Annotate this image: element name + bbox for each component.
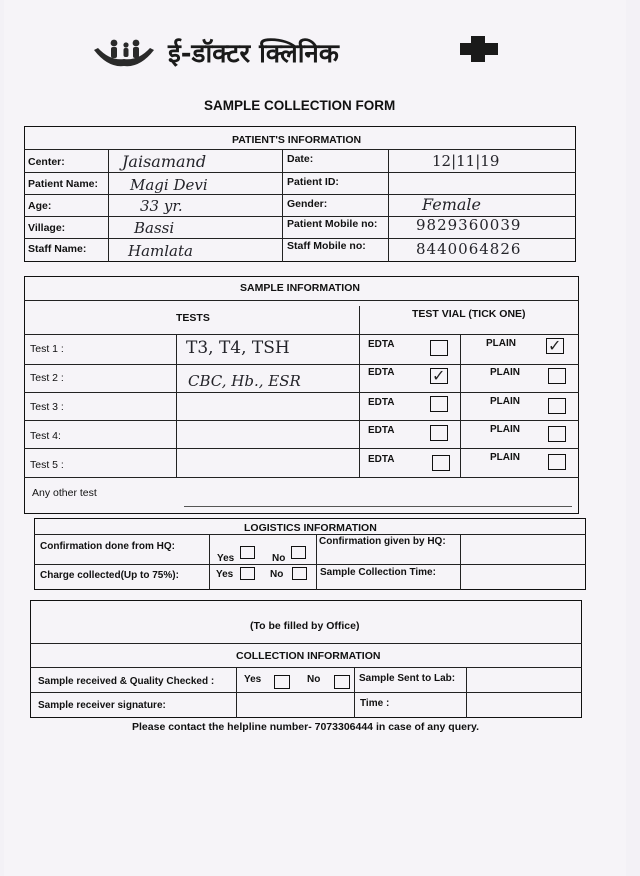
test-4-edta-label: EDTA [368,425,395,436]
confirmation-hq-label: Confirmation done from HQ: [40,541,175,552]
charge-collected-label: Charge collected(Up to 75%): [40,570,179,581]
sample-section-title: SAMPLE INFORMATION [240,282,360,294]
confirmation-yes-checkbox[interactable] [240,546,255,559]
checkmark-icon: ✓ [548,336,562,355]
form-page [4,0,626,876]
patient-id-label: Patient ID: [287,176,339,188]
date-label: Date: [287,153,314,165]
test-2-label: Test 2 : [30,372,64,384]
charge-yes-label: Yes [216,569,234,580]
charge-yes-checkbox[interactable] [240,567,255,580]
test-3-edta-checkbox[interactable] [430,396,448,412]
test-5-edta-label: EDTA [368,454,395,465]
hands-family-logo-icon [90,34,158,70]
gender-value: Female [422,195,481,214]
center-label: Center: [28,156,65,168]
test-1-value: T3, T4, TSH [186,338,290,358]
tests-header: TESTS [176,312,210,324]
collection-section-title: COLLECTION INFORMATION [236,650,381,662]
test-1-edta-label: EDTA [368,339,395,350]
time-label: Time : [360,698,390,709]
patient-name-value: Magi Devi [130,176,208,194]
receiver-signature-label: Sample receiver signature: [38,700,166,711]
center-value: Jaisamand [122,152,207,171]
medical-cross-icon [456,36,502,62]
office-note: (To be filled by Office) [250,620,360,632]
test-5-plain-checkbox[interactable] [548,454,566,470]
test-5-edta-checkbox[interactable] [432,455,450,471]
test-3-plain-label: PLAIN [490,396,520,407]
confirmation-no-label: No [272,553,286,564]
test-4-edta-checkbox[interactable] [430,425,448,441]
patient-name-label: Patient Name: [28,178,99,190]
confirmation-given-label: Confirmation given by HQ: [319,536,446,547]
village-value: Bassi [134,219,175,237]
age-value: 33 yr. [140,197,183,215]
test-1-label: Test 1 : [30,343,64,355]
form-title: SAMPLE COLLECTION FORM [204,98,396,113]
test-4-plain-label: PLAIN [490,424,520,435]
test-3-label: Test 3 : [30,401,64,413]
village-label: Village: [28,222,66,234]
test-1-plain-checkbox[interactable] [546,338,564,354]
other-test-label: Any other test [32,487,97,499]
gender-label: Gender: [287,198,328,210]
test-1-edta-checkbox[interactable] [430,340,448,356]
test-1-plain-label: PLAIN [486,338,516,349]
test-2-edta-label: EDTA [368,367,395,378]
received-no-label: No [307,674,321,685]
test-4-label: Test 4: [30,430,61,442]
test-5-label: Test 5 : [30,459,64,471]
test-3-plain-checkbox[interactable] [548,398,566,414]
test-2-value: CBC, Hb., ESR [188,372,301,390]
charge-no-label: No [270,569,284,580]
staff-name-value: Hamlata [128,242,193,260]
sent-to-lab-label: Sample Sent to Lab: [359,673,456,684]
age-label: Age: [28,200,52,212]
patient-section-title: PATIENT'S INFORMATION [232,134,362,146]
charge-no-checkbox[interactable] [292,567,307,580]
vial-header: TEST VIAL (TICK ONE) [412,308,526,320]
date-value: 12|11|19 [432,152,500,170]
sample-collection-time-label: Sample Collection Time: [320,567,436,578]
staff-mobile-label: Staff Mobile no: [287,240,366,252]
checkmark-icon: ✓ [432,366,446,385]
test-2-plain-checkbox[interactable] [548,368,566,384]
staff-name-label: Staff Name: [28,243,87,255]
received-yes-checkbox[interactable] [274,675,290,689]
received-yes-label: Yes [244,674,262,685]
patient-mobile-value: 9829360039 [416,216,522,234]
test-2-edta-checkbox[interactable] [430,368,448,384]
helpline-note: Please contact the helpline number- 7073306444 in case of any query. [132,721,480,733]
received-no-checkbox[interactable] [334,675,350,689]
logistics-section-title: LOGISTICS INFORMATION [244,522,377,534]
test-2-plain-label: PLAIN [490,367,520,378]
test-3-edta-label: EDTA [368,397,395,408]
patient-mobile-label: Patient Mobile no: [287,218,378,230]
staff-mobile-value: 8440064826 [416,240,522,258]
clinic-title: ई-डॉक्टर क्लिनिक [168,39,339,69]
confirmation-no-checkbox[interactable] [291,546,306,559]
confirmation-yes-label: Yes [217,553,235,564]
other-test-line[interactable] [184,506,572,507]
test-5-plain-label: PLAIN [490,452,520,463]
test-4-plain-checkbox[interactable] [548,426,566,442]
received-checked-label: Sample received & Quality Checked : [38,676,215,687]
